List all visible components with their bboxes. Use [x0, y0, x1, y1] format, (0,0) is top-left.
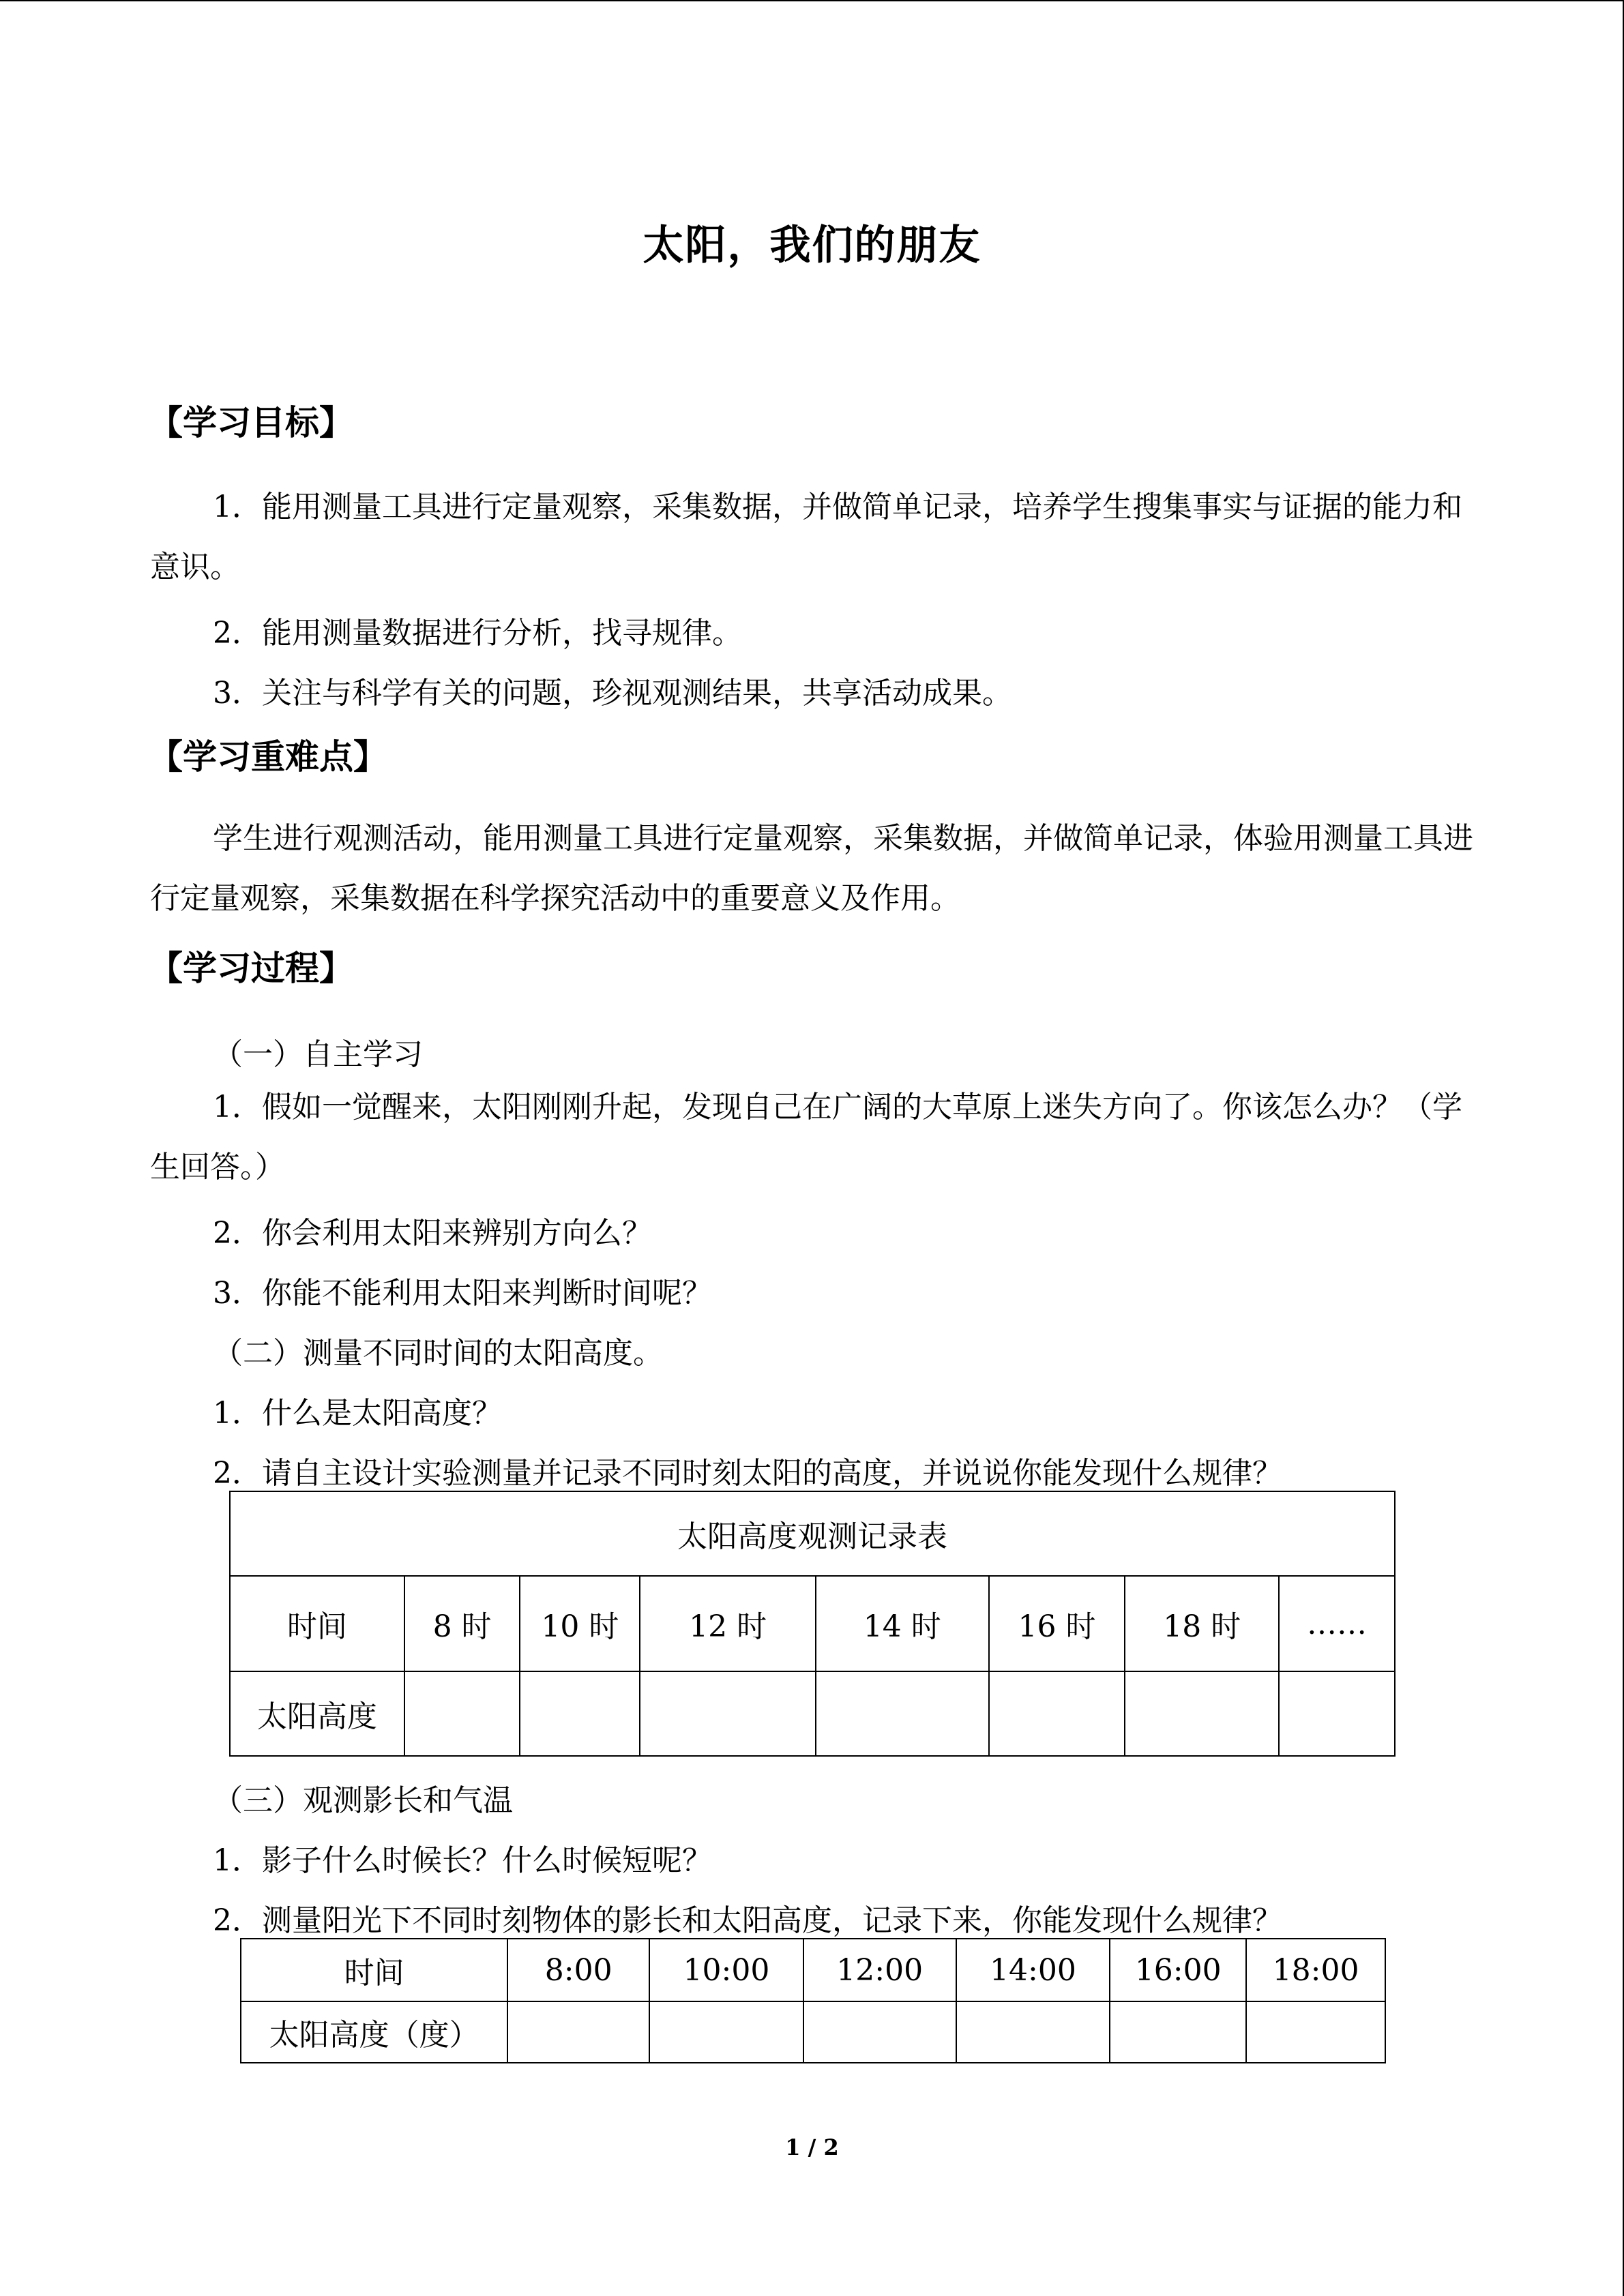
table-header-cell: 时间 — [241, 1939, 507, 2001]
key-points-text: 学生进行观测活动，能用测量工具进行定量观察，采集数据，并做简单记录，体验用测量工具进行定量观察，采集数据在科学探究活动中的重要意义及作用。 — [150, 821, 1473, 916]
section1-label: （一）自主学习 — [213, 1037, 423, 1072]
table-header-cell: 14 时 — [816, 1576, 989, 1671]
table-empty-cell[interactable] — [1246, 2001, 1385, 2063]
table-header-cell: 16 时 — [989, 1576, 1125, 1671]
table-empty-cell[interactable] — [649, 2001, 803, 2063]
sun-height-table — [229, 1491, 1396, 1757]
table-header-cell: 18 时 — [1125, 1576, 1279, 1671]
section1-q2: 2．你会利用太阳来辨别方向么？ — [213, 1216, 652, 1251]
table-empty-cell[interactable] — [816, 1671, 989, 1756]
page-number: 1 / 2 — [785, 2134, 839, 2160]
table-header-cell: 10:00 — [649, 1939, 803, 2001]
table-header-cell: 8:00 — [507, 1939, 649, 2001]
table-empty-cell[interactable] — [1125, 1671, 1279, 1756]
table-empty-cell[interactable] — [956, 2001, 1110, 2063]
table-empty-cell[interactable] — [507, 2001, 649, 2063]
section2-q1: 1．什么是太阳高度？ — [213, 1396, 502, 1431]
table-header-cell: …… — [1279, 1576, 1395, 1671]
table-row-label: 太阳高度 — [230, 1671, 404, 1756]
table-empty-cell[interactable] — [640, 1671, 816, 1756]
table-header-cell: 时间 — [230, 1576, 404, 1671]
table-empty-cell[interactable] — [520, 1671, 640, 1756]
table-empty-cell[interactable] — [1279, 1671, 1395, 1756]
section2-q2: 2．请自主设计实验测量并记录不同时刻太阳的高度，并说说你能发现什么规律？ — [213, 1456, 1282, 1491]
table-header-cell: 12:00 — [803, 1939, 956, 2001]
table-row-label: 太阳高度（度） — [241, 2001, 507, 2063]
objective-3: 3．关注与科学有关的问题，珍视观测结果，共享活动成果。 — [213, 676, 1012, 711]
objective-2: 2．能用测量数据进行分析，找寻规律。 — [213, 616, 742, 651]
table-header-cell: 12 时 — [640, 1576, 816, 1671]
section2-label: （二）测量不同时间的太阳高度。 — [213, 1336, 663, 1371]
section3-label: （三）观测影长和气温 — [213, 1783, 513, 1818]
section3-q2: 2．测量阳光下不同时刻物体的影长和太阳高度，记录下来，你能发现什么规律？ — [213, 1903, 1282, 1938]
table-header-cell: 18:00 — [1246, 1939, 1385, 2001]
table-header-cell: 8 时 — [404, 1576, 520, 1671]
objective-1: 1．能用测量工具进行定量观察，采集数据，并做简单记录，培养学生搜集事实与证据的能力和意识。 — [150, 490, 1462, 584]
page-title: 太阳，我们的朋友 — [643, 222, 981, 269]
table-empty-cell[interactable] — [989, 1671, 1125, 1756]
table-header-cell: 16:00 — [1110, 1939, 1246, 2001]
process-heading: 【学习过程】 — [149, 948, 353, 988]
table-header-cell: 14:00 — [956, 1939, 1110, 2001]
key-points-heading: 【学习重难点】 — [149, 736, 387, 777]
table-empty-cell[interactable] — [1110, 2001, 1246, 2063]
objectives-heading: 【学习目标】 — [149, 402, 353, 443]
table-empty-cell[interactable] — [803, 2001, 956, 2063]
table-caption: 太阳高度观测记录表 — [230, 1491, 1395, 1576]
section1-q3: 3．你能不能利用太阳来判断时间呢？ — [213, 1276, 712, 1311]
section1-q1: 1．假如一觉醒来，太阳刚刚升起，发现自己在广阔的大草原上迷失方向了。你该怎么办？（学生回答。） — [150, 1090, 1462, 1184]
shadow-table — [240, 1938, 1386, 2063]
table-header-cell: 10 时 — [520, 1576, 640, 1671]
section3-q1: 1．影子什么时候长？什么时候短呢？ — [213, 1843, 712, 1878]
table-empty-cell[interactable] — [404, 1671, 520, 1756]
